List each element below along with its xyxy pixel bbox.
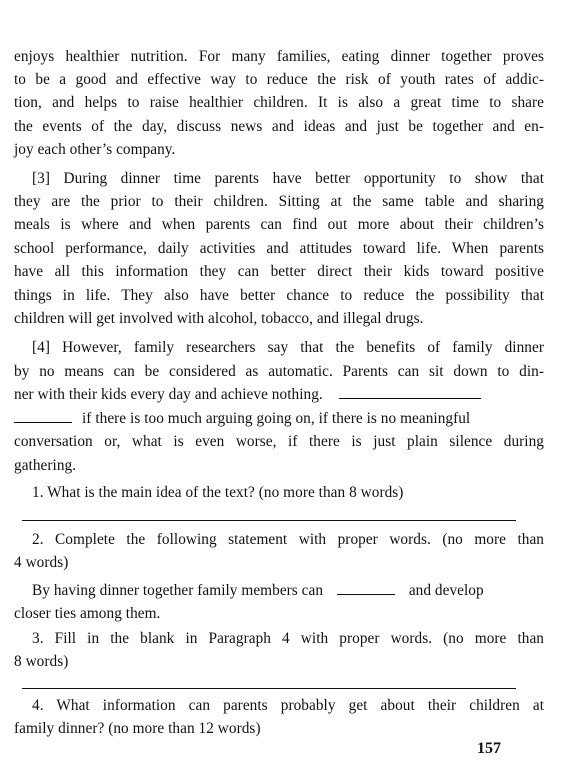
para3-line-6: things in life. They also have better chance to reduce the possibility that: [14, 287, 544, 304]
question-1: 1. What is the main idea of the text? (no more than 8 words): [32, 484, 404, 501]
question-4-line-1: 4. What information can parents probably get about their children at: [32, 697, 544, 714]
question-2-statement-part1: By having dinner together family members can: [32, 582, 324, 599]
para3-line-2: they are the prior to their children. Sitting at the same table and sharing: [14, 193, 544, 210]
page-number: 157: [477, 740, 501, 757]
para2-line-2: to be a good and effective way to reduce the risk of youth rates of addic-: [14, 71, 544, 88]
para4-line-3-text: ner with their kids every day and achieve nothing.: [14, 386, 323, 403]
para4-blank-end[interactable]: [14, 408, 72, 423]
para3-line-7: children will get involved with alcohol, tobacco, and illegal drugs.: [14, 310, 424, 327]
question-2-statement-part2: and develop: [408, 582, 484, 599]
question-2-line-1: 2. Complete the following statement with proper words. (no more than: [32, 531, 544, 548]
para3-line-5: have all this information they can better direct their kids toward positive: [14, 263, 544, 280]
para3-line-1: [3] During dinner time parents have better opportunity to show that: [32, 170, 544, 187]
para4-line-3: [14, 384, 544, 406]
answer-line-1[interactable]: [22, 520, 516, 521]
answer-line-3[interactable]: [22, 688, 516, 689]
para2-line-3: tion, and helps to raise healthier children. It is also a great time to share: [14, 94, 544, 111]
question-2-statement: [32, 580, 562, 602]
question-3-line-1: 3. Fill in the blank in Paragraph 4 with proper words. (no more than: [32, 630, 544, 647]
question-2-blank[interactable]: [337, 580, 395, 595]
para2-line-1: enjoys healthier nutrition. For many families, eating dinner together proves: [14, 48, 544, 65]
para4-line-1: [4] However, family researchers say that the benefits of family dinner: [32, 339, 544, 356]
para4-line-5: conversation or, what is even worse, if there is just plain silence during: [14, 433, 544, 450]
question-2-statement-line-2: closer ties among them.: [14, 605, 161, 622]
para4-blank-start[interactable]: [339, 384, 481, 399]
para3-line-3: meals is where and when parents can find out more about their children’s: [14, 216, 544, 233]
question-2-line-2: 4 words): [14, 554, 69, 571]
question-4-line-2: family dinner? (no more than 12 words): [14, 720, 261, 737]
para2-line-5: joy each other’s company.: [14, 141, 176, 158]
para3-line-4: school performance, daily activities and attitudes toward life. When parents: [14, 240, 544, 257]
para4-line-2: by no means can be considered as automatic. Parents can sit down to din-: [14, 363, 544, 380]
para4-line-4-text: if there is too much arguing going on, if there is no meaningful: [82, 410, 471, 427]
para4-line-6: gathering.: [14, 457, 77, 474]
question-3-line-2: 8 words): [14, 653, 69, 670]
para2-line-4: the events of the day, discuss news and ideas and just be together and en-: [14, 118, 544, 135]
para4-line-4: [14, 408, 544, 430]
